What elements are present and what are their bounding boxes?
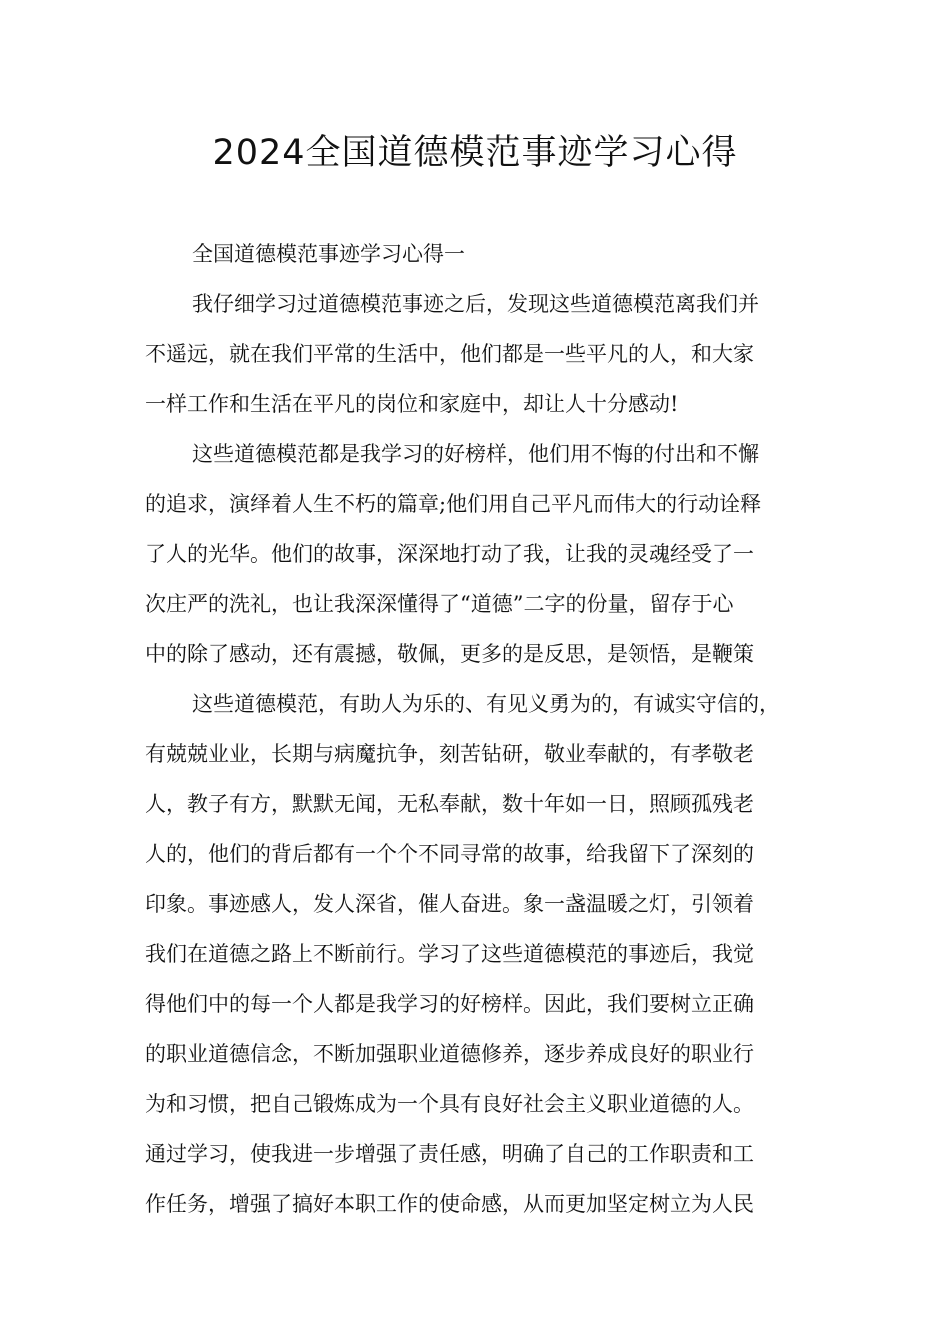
text-line: 这些道德模范都是我学习的好榜样，他们用不悔的付出和不懈 bbox=[192, 442, 759, 466]
text-line: 一样工作和生活在平凡的岗位和家庭中，却让人十分感动! bbox=[145, 392, 679, 416]
text-line: 人的，他们的背后都有一个个不同寻常的故事，给我留下了深刻的 bbox=[145, 842, 754, 866]
text-line: 的职业道德信念，不断加强职业道德修养，逐步养成良好的职业行 bbox=[145, 1042, 754, 1066]
text-line: 为和习惯，把自己锻炼成为一个具有良好社会主义职业道德的人。 bbox=[145, 1092, 754, 1116]
text-line: 作任务，增强了搞好本职工作的使命感，从而更加坚定树立为人民 bbox=[145, 1192, 754, 1216]
text-line: 通过学习，使我进一步增强了责任感，明确了自己的工作职责和工 bbox=[145, 1142, 754, 1166]
text-line: 有兢兢业业，长期与病魔抗争，刻苦钻研，敬业奉献的，有孝敬老 bbox=[145, 742, 754, 766]
text-line: 中的除了感动，还有震撼，敬佩，更多的是反思，是领悟，是鞭策 bbox=[145, 642, 754, 666]
text-line: 印象。事迹感人，发人深省，催人奋进。象一盏温暖之灯，引领着 bbox=[145, 892, 754, 916]
text-line: 全国道德模范事迹学习心得一 bbox=[192, 242, 465, 266]
text-line: 我仔细学习过道德模范事迹之后，发现这些道德模范离我们并 bbox=[192, 292, 759, 316]
text-line: 了人的光华。他们的故事，深深地打动了我，让我的灵魂经受了一 bbox=[145, 542, 754, 566]
document-title: 2024全国道德模范事迹学习心得 bbox=[212, 133, 738, 173]
text-line: 我们在道德之路上不断前行。学习了这些道德模范的事迹后，我觉 bbox=[145, 942, 754, 966]
text-line: 这些道德模范，有助人为乐的、有见义勇为的，有诚实守信的， bbox=[192, 692, 780, 716]
text-line: 次庄严的洗礼，也让我深深懂得了“道德”二字的份量，留存于心 bbox=[145, 592, 734, 616]
text-line: 不遥远，就在我们平常的生活中，他们都是一些平凡的人，和大家 bbox=[145, 342, 754, 366]
text-line: 得他们中的每一个人都是我学习的好榜样。因此，我们要树立正确 bbox=[145, 992, 754, 1016]
text-line: 人，教子有方，默默无闻，无私奉献，数十年如一日，照顾孤残老 bbox=[145, 792, 754, 816]
text-line: 的追求，演绎着人生不朽的篇章;他们用自己平凡而伟大的行动诠释 bbox=[145, 492, 762, 516]
document-body bbox=[145, 229, 815, 1229]
